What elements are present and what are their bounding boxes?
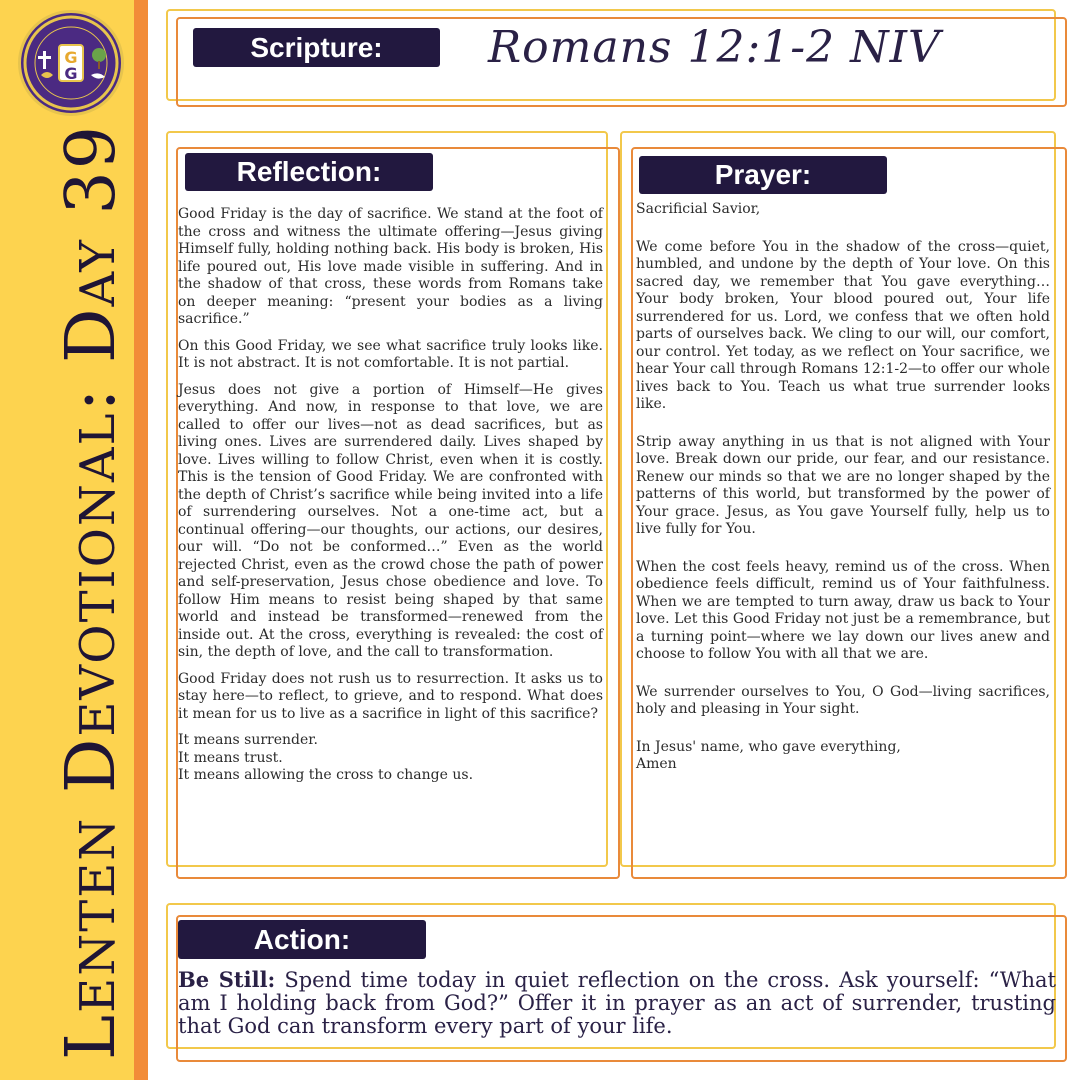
- reflection-paragraph: Good Friday is the day of sacrifice. We stand at the foot of the cross and witness the ultimate offering—Jesus giving Himself fully, holding nothing back. His body is broken, His life poured out, His love made visible in suffering. And in the shadow of that cross, these words from Romans take on deeper meaning: “present your bodies as a living sacrifice.”: [178, 206, 603, 327]
- prayer-amen: Amen: [636, 756, 677, 772]
- action-label: Action:: [178, 920, 426, 959]
- action-text: Spend time today in quiet reflection on the cross. Ask yourself: “What am I holding back from God?” Offer it in prayer as an act of surrender, trusting that God can transform every part of your life.: [178, 968, 1056, 1038]
- reflection-closing-line: It means surrender.: [178, 732, 318, 748]
- prayer-body: [636, 201, 1050, 774]
- prayer-paragraph: Strip away anything in us that is not aligned with Your love. Break down our pride, our fear, and our resistance. Renew our minds so that we are no longer shaped by the patterns of this world, but transformed by the power of Your grace. Jesus, as You gave Yourself fully, help us to live fully for You.: [636, 433, 1050, 537]
- action-body: [178, 968, 1056, 1038]
- reflection-label: Reflection:: [185, 153, 433, 191]
- svg-text:G: G: [64, 48, 78, 67]
- devotional-day-title: Lenten Devotional: Day 39: [52, 123, 131, 1060]
- reflection-paragraph: Good Friday does not rush us to resurrection. It asks us to stay here—to reflect, to grieve, and to respond. What does it mean for us to live as a sacrifice in light of this sacrifice?: [178, 670, 603, 722]
- prayer-paragraph: We come before You in the shadow of the cross—quiet, humbled, and undone by the depth of Your love. On this sacred day, we remember that You gave everything… Your body broken, Your blood poured out, Your life surrendered for us. Lord, we confess that we often hold parts of ourselves back. We cling to our will, our comfort, our control. Yet today, as we reflect on Your sacrifice, we hear Your call through Romans 12:1-2—to offer our whole lives back to You. Teach us what true surrender looks like.: [636, 238, 1050, 412]
- sidebar-stripe: [134, 0, 148, 1080]
- prayer-closing-line: In Jesus' name, who gave everything,: [636, 738, 901, 755]
- reflection-body: [178, 206, 603, 785]
- scripture-label: Scripture:: [193, 28, 440, 67]
- reflection-paragraph: Jesus does not give a portion of Himself—He gives everything. And now, in response to that love, we are called to offer our lives—not as dead sacrifices, but as living ones. Lives are surrendered daily. Lives shaped by love. Lives willing to follow Christ, even when it is costly. This is the tension of Good Friday. We are confronted with the depth of Christ’s sacrifice while being invited into a life of surrendering ourselves. Not a one-time act, but a continual offering—our thoughts, our actions, our desires, our will. “Do not be conformed…” Even as the world rejected Christ, even as the crowd chose the path of power and self-preservation, Jesus chose obedience and love. To follow Him means to resist being shaped by that same world and instead be transformed—renewed from the inside out. At the cross, everything is revealed: the cost of sin, the depth of love, and the call to transformation.: [178, 381, 603, 660]
- scripture-reference: Romans 12:1-2 NIV: [488, 22, 941, 73]
- reflection-closing-line: It means allowing the cross to change us.: [178, 767, 474, 783]
- reflection-paragraph: On this Good Friday, we see what sacrifice truly looks like. It is not abstract. It is not comfortable. It is not partial.: [178, 337, 603, 371]
- prayer-salutation: Sacrificial Savior,: [636, 201, 761, 217]
- church-logo: [18, 10, 124, 116]
- prayer-label: Prayer:: [639, 156, 887, 194]
- prayer-paragraph: We surrender ourselves to You, O God—living sacrifices, holy and pleasing in Your sight.: [636, 683, 1050, 717]
- action-lead: Be Still:: [178, 967, 276, 992]
- reflection-closing-line: It means trust.: [178, 749, 283, 766]
- logo-emblem-icon: [21, 13, 121, 113]
- prayer-paragraph: When the cost feels heavy, remind us of the cross. When obedience feels difficult, remind us of Your faithfulness. When we are tempted to turn away, draw us back to Your love. Let this Good Friday not just be a remembrance, but a turning point—where we lay down our lives anew and choose to follow You with all that we are.: [636, 558, 1050, 662]
- svg-text:G: G: [64, 64, 78, 83]
